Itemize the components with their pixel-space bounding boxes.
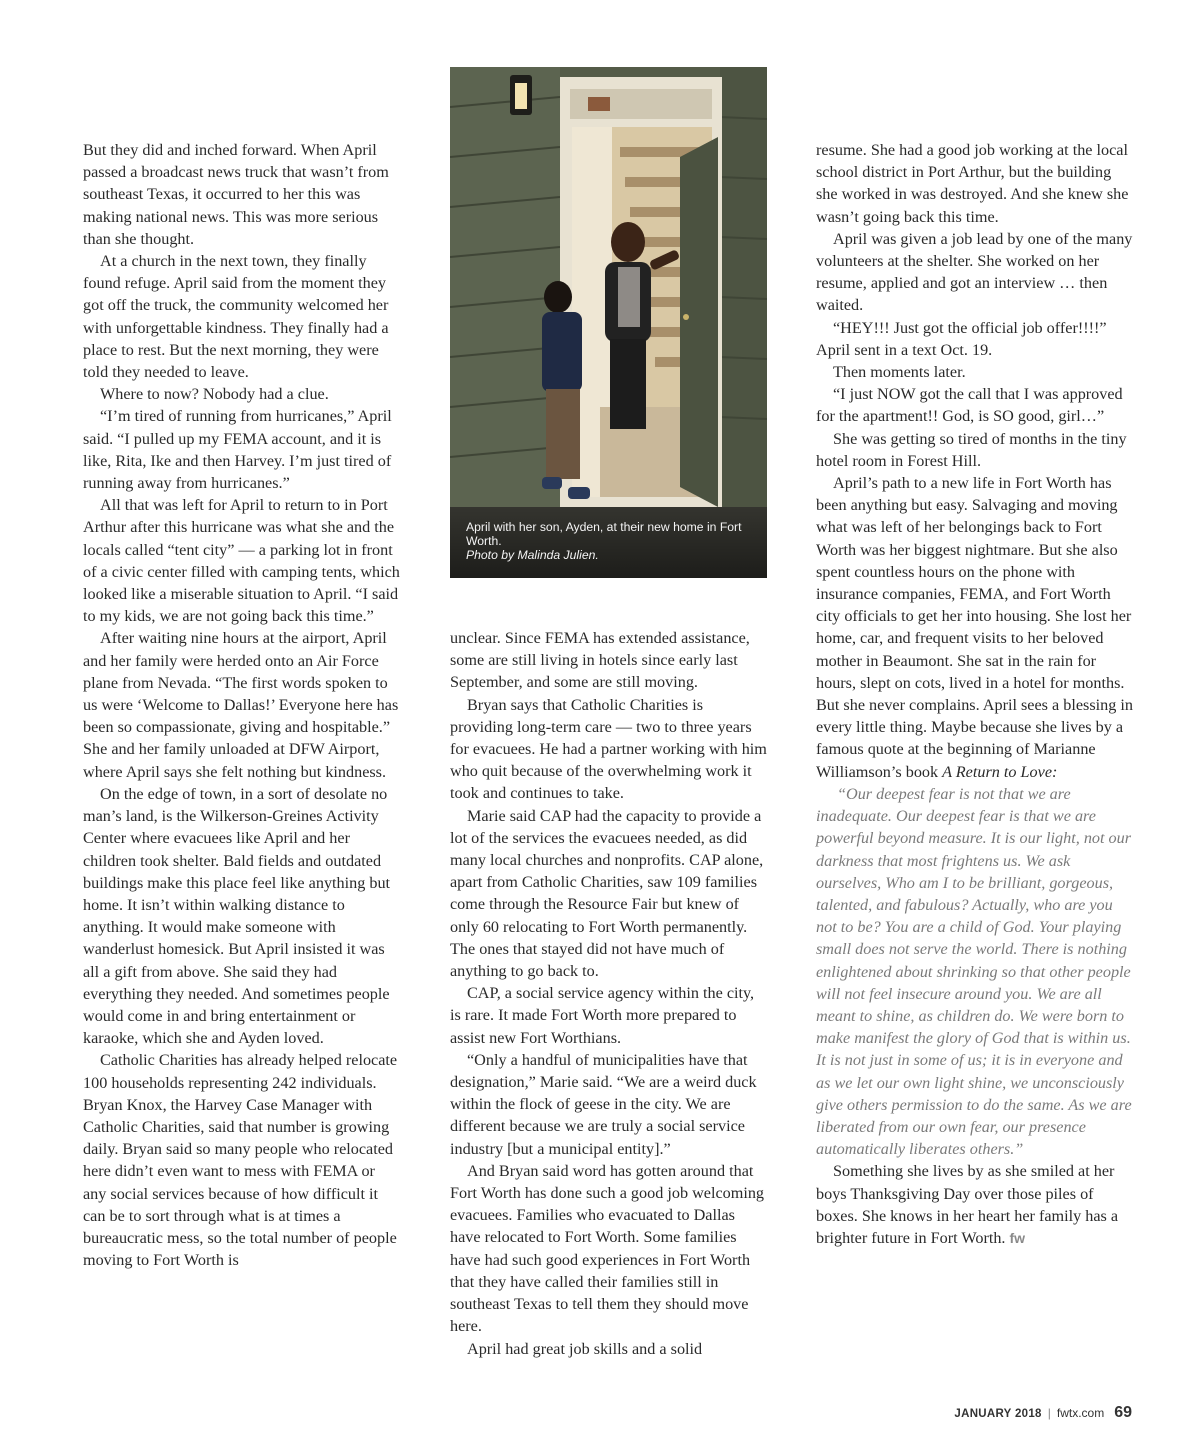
pull-quote [816,783,1136,1160]
closing-paragraph [816,1160,1136,1249]
end-mark: fw [1009,1229,1026,1246]
paragraph: “HEY!!! Just got the official job offer!!!!” April sent in a text Oct. 19. [816,318,1107,359]
paragraph: At a church in the next town, they finally found refuge. April said from the moment they got off the truck, the community welcomed her with unforgettable kindness. They finally had a place to rest. But the next morning, they were told they needed to leave. [83,252,389,382]
paragraph: “I’m tired of running from hurricanes,” April said. “I pulled up my FEMA account, and it is like, Rita, Ike and then Harvey. I’m just tired of running away from hurricanes.” [83,407,392,493]
article-photo [450,67,767,578]
paragraph: unclear. Since FEMA has extended assistance, some are still living in hotels since early last September, and some are still moving. [450,629,750,692]
photo-credit: Photo by Malinda Julien. [466,548,599,562]
closing-text: Something she lives by as she smiled at her boys Thanksgiving Day over those piles of boxes. She knows in her heart her family has a brighter future in Fort Worth. [816,1162,1119,1247]
paragraph: “Only a handful of municipalities have that designation,” Marie said. “We are a weird duck within the flock of geese in the city. We are different because we are truly a social service industry [but a municipal entity].” [450,1050,757,1158]
issue-date: JANUARY 2018 [954,1408,1042,1420]
paragraph: She was getting so tired of months in the tiny hotel room in Forest Hill. [816,429,1127,470]
paragraph-text: April’s path to a new life in Fort Worth has been anything but easy. Salvaging and moving what was left of her belongings back to Fort Worth was her biggest nightmare. But she also spent countless hours on the phone with insurance companies, FEMA, and Fort Worth city officials to get her into housing. She lost her home, car, and frequent visits to her beloved mother in Beaumont. She sat in the rain for hours, slept on cots, lived in a hotel for months. But she never complains. April sees a blessing in every little thing. Maybe because she lives by a famous quote at the beginning of Marianne Williamson’s book [816,474,1133,781]
paragraph: After waiting nine hours at the airport, April and her family were herded onto an Air Force plane from Nevada. “The first words spoken to us were ‘Welcome to Dallas!’ Everyone here has been so compassionate, giving and hospitable.” She and her family unloaded at DFW Airport, where April says she felt nothing but kindness. [83,629,399,781]
paragraph [816,472,1136,783]
paragraph: Catholic Charities has already helped relocate 100 households representing 242 individuals. Bryan Knox, the Harvey Case Manager with Catholic Charities, said that number is growing daily. Bryan said so many people who relocated here didn’t even want to mess with FEMA or any social services because of how difficult it can be to sort through what is at times a bureaucratic mess, so the total number of people moving to Fort Worth is [83,1051,398,1270]
paragraph: Bryan says that Catholic Charities is providing long-term care — two to three years for evacuees. He had a partner working with him who quit because of the overwhelming work it took and continues to take. [450,695,767,803]
paragraph: Where to now? Nobody had a clue. [100,385,329,404]
doorway-illustration [450,67,767,578]
paragraph: Then moments later. [833,363,966,382]
paragraph: CAP, a social service agency within the city, is rare. It made Fort Worth more prepared to assist new Fort Worthians. [450,984,755,1047]
paragraph: April had great job skills and a solid [467,1339,703,1358]
paragraph: resume. She had a good job working at the local school district in Port Arthur, but the building she worked in was destroyed. And she knew she wasn’t going back this time. [816,141,1129,226]
article-column-2 [450,627,768,1360]
paragraph: All that was left for April to return to in Port Arthur after this hurricane was what she and the locals called “tent city” — a parking lot in front of a civic center filled with camping tents, which looked like a miserable situation to April. “I said to my kids, we are not going back this time.” [83,496,400,626]
photo-caption [466,520,746,562]
article-column-3 [816,139,1136,1249]
caption-text: April with her son, Ayden, at their new home in Fort Worth. [466,520,742,548]
paragraph: But they did and inched forward. When April passed a broadcast news truck that wasn’t from southeast Texas, it occurred to her this was making national news. This was more serious than she thought. [83,141,389,248]
paragraph: And Bryan said word has gotten around that Fort Worth has done such a good job welcoming evacuees. Families who evacuated to Dallas have relocated to Fort Worth. Some families have had such good experiences in Fort Worth that they have called their families still in southeast Texas to tell them they should move here. [450,1161,765,1336]
page-footer [954,1404,1132,1422]
footer-separator: | [1047,1406,1051,1420]
book-title: A Return to Love: [942,762,1058,781]
paragraph: Marie said CAP had the capacity to provide a lot of the services the evacuees needed, as did many local churches and nonprofits. CAP alone, apart from Catholic Charities, saw 109 families come through the Resource Fair but knew of only 60 relocating to Fort Worth permanently. The ones that stayed did not have much of anything to go back to. [450,806,764,981]
article-column-1 [83,139,401,1271]
quote-text: “Our deepest fear is not that we are inadequate. Our deepest fear is that we are powerful beyond measure. It is our light, not our darkness that most frightens us. We ask ourselves, Who am I to be brilliant, gorgeous, talented, and fabulous? Actually, who are you not to be? You are a child of God. Your playing small does not serve the world. There is nothing enlightened about shrinking so that other people will not feel insecure around you. We are all meant to shine, as children do. We were born to make manifest the glory of God that is within us. It is not just in some of us; it is in everyone and as we let our own light shine, we unconsciously give others permission to do the same. As we are liberated from our own fear, our presence automatically liberates others.” [816,784,1132,1159]
paragraph: April was given a job lead by one of the many volunteers at the shelter. She worked on her resume, applied and got an interview … then waited. [816,229,1133,315]
website-link[interactable]: fwtx.com [1056,1406,1105,1420]
page-number: 69 [1114,1404,1132,1421]
paragraph: “I just NOW got the call that I was approved for the apartment!! God, is SO good, girl…” [816,385,1123,426]
paragraph: On the edge of town, in a sort of desolate no man’s land, is the Wilkerson-Greines Activity Center where evacuees like April and her children took shelter. Bald fields and outdated buildings make this place feel like anything but home. It isn’t within walking distance to anything. It would make someone with wanderlust homesick. But April insisted it was all a gift from above. She said they had everything they needed. And sometimes people would come in and bring entertainment or karaoke, which she and Ayden loved. [83,784,391,1048]
